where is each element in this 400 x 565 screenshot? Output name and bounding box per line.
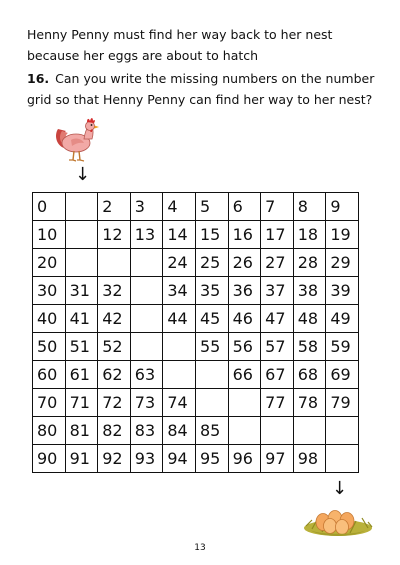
grid-cell: 60 (33, 361, 66, 389)
grid-cell: 51 (65, 333, 98, 361)
grid-cell: 44 (163, 305, 196, 333)
grid-row (33, 277, 359, 305)
grid-cell-blank[interactable] (130, 277, 163, 305)
grid-cell: 98 (293, 445, 326, 473)
grid-cell: 17 (261, 221, 294, 249)
grid-cell: 95 (195, 445, 228, 473)
grid-cell: 16 (228, 221, 261, 249)
grid-cell: 19 (326, 221, 359, 249)
grid-cell-blank[interactable] (163, 361, 196, 389)
grid-cell: 32 (98, 277, 131, 305)
grid-cell: 66 (228, 361, 261, 389)
grid-cell: 3 (130, 193, 163, 221)
grid-cell-blank[interactable] (293, 417, 326, 445)
grid-cell: 31 (65, 277, 98, 305)
grid-cell: 81 (65, 417, 98, 445)
grid-cell: 77 (261, 389, 294, 417)
grid-cell: 25 (195, 249, 228, 277)
grid-cell-blank[interactable] (228, 417, 261, 445)
end-down-arrow-icon: ↓ (332, 478, 348, 499)
nest-with-eggs-icon (302, 502, 374, 538)
grid-cell: 62 (98, 361, 131, 389)
grid-cell: 42 (98, 305, 131, 333)
grid-cell: 78 (293, 389, 326, 417)
grid-cell: 0 (33, 193, 66, 221)
grid-cell: 28 (293, 249, 326, 277)
grid-cell: 40 (33, 305, 66, 333)
grid-cell: 47 (261, 305, 294, 333)
grid-cell: 67 (261, 361, 294, 389)
grid-cell-blank[interactable] (65, 193, 98, 221)
grid-row (33, 361, 359, 389)
grid-cell: 7 (261, 193, 294, 221)
grid-cell: 13 (130, 221, 163, 249)
grid-cell: 12 (98, 221, 131, 249)
grid-cell: 57 (261, 333, 294, 361)
grid-cell: 2 (98, 193, 131, 221)
grid-cell: 82 (98, 417, 131, 445)
grid-cell: 94 (163, 445, 196, 473)
grid-cell: 26 (228, 249, 261, 277)
grid-cell: 93 (130, 445, 163, 473)
grid-cell-blank[interactable] (130, 305, 163, 333)
grid-cell: 83 (130, 417, 163, 445)
grid-cell: 24 (163, 249, 196, 277)
grid-row (33, 221, 359, 249)
grid-cell-blank[interactable] (261, 417, 294, 445)
grid-cell: 97 (261, 445, 294, 473)
grid-cell: 4 (163, 193, 196, 221)
grid-cell-blank[interactable] (130, 333, 163, 361)
grid-cell: 27 (261, 249, 294, 277)
grid-cell: 35 (195, 277, 228, 305)
grid-cell: 15 (195, 221, 228, 249)
grid-row (33, 445, 359, 473)
grid-cell: 84 (163, 417, 196, 445)
number-grid (32, 192, 359, 473)
grid-cell: 92 (98, 445, 131, 473)
hen-icon (52, 115, 102, 165)
grid-cell: 59 (326, 333, 359, 361)
question-number: 16. (27, 71, 50, 86)
grid-cell: 18 (293, 221, 326, 249)
grid-cell: 36 (228, 277, 261, 305)
grid-cell-blank[interactable] (98, 249, 131, 277)
grid-row (33, 305, 359, 333)
question-text: Can you write the missing numbers on the number grid so that Henny Penny can find her way to her nest? (27, 71, 375, 107)
grid-cell: 38 (293, 277, 326, 305)
grid-cell: 90 (33, 445, 66, 473)
grid-cell: 37 (261, 277, 294, 305)
start-down-arrow-icon: ↓ (75, 164, 91, 185)
grid-row (33, 417, 359, 445)
grid-cell: 56 (228, 333, 261, 361)
grid-cell: 6 (228, 193, 261, 221)
grid-cell: 79 (326, 389, 359, 417)
grid-cell: 34 (163, 277, 196, 305)
grid-cell: 58 (293, 333, 326, 361)
grid-cell: 8 (293, 193, 326, 221)
grid-cell-blank[interactable] (326, 417, 359, 445)
grid-cell-blank[interactable] (65, 249, 98, 277)
grid-cell: 39 (326, 277, 359, 305)
grid-row (33, 193, 359, 221)
grid-cell: 50 (33, 333, 66, 361)
grid-cell: 5 (195, 193, 228, 221)
grid-cell: 14 (163, 221, 196, 249)
question (27, 68, 382, 110)
grid-cell-blank[interactable] (195, 361, 228, 389)
grid-cell: 70 (33, 389, 66, 417)
grid-cell: 30 (33, 277, 66, 305)
grid-cell-blank[interactable] (326, 445, 359, 473)
grid-cell: 46 (228, 305, 261, 333)
grid-cell: 61 (65, 361, 98, 389)
grid-cell: 68 (293, 361, 326, 389)
grid-cell: 48 (293, 305, 326, 333)
grid-cell: 45 (195, 305, 228, 333)
grid-cell: 63 (130, 361, 163, 389)
grid-cell-blank[interactable] (195, 389, 228, 417)
grid-cell: 41 (65, 305, 98, 333)
grid-cell-blank[interactable] (65, 221, 98, 249)
grid-cell-blank[interactable] (163, 333, 196, 361)
grid-cell: 85 (195, 417, 228, 445)
grid-cell: 80 (33, 417, 66, 445)
grid-cell: 91 (65, 445, 98, 473)
grid-cell: 73 (130, 389, 163, 417)
grid-row (33, 333, 359, 361)
grid-cell: 20 (33, 249, 66, 277)
grid-cell: 9 (326, 193, 359, 221)
intro-text: Henny Penny must find her way back to her nest because her eggs are about to hatch (27, 27, 333, 63)
grid-row (33, 249, 359, 277)
grid-cell: 96 (228, 445, 261, 473)
grid-cell-blank[interactable] (130, 249, 163, 277)
grid-cell: 74 (163, 389, 196, 417)
grid-cell-blank[interactable] (228, 389, 261, 417)
grid-cell: 55 (195, 333, 228, 361)
grid-cell: 10 (33, 221, 66, 249)
grid-cell: 71 (65, 389, 98, 417)
grid-cell: 29 (326, 249, 359, 277)
grid-cell: 52 (98, 333, 131, 361)
grid-row (33, 389, 359, 417)
grid-cell: 69 (326, 361, 359, 389)
page-number: 13 (194, 543, 206, 553)
grid-cell: 49 (326, 305, 359, 333)
grid-cell: 72 (98, 389, 131, 417)
